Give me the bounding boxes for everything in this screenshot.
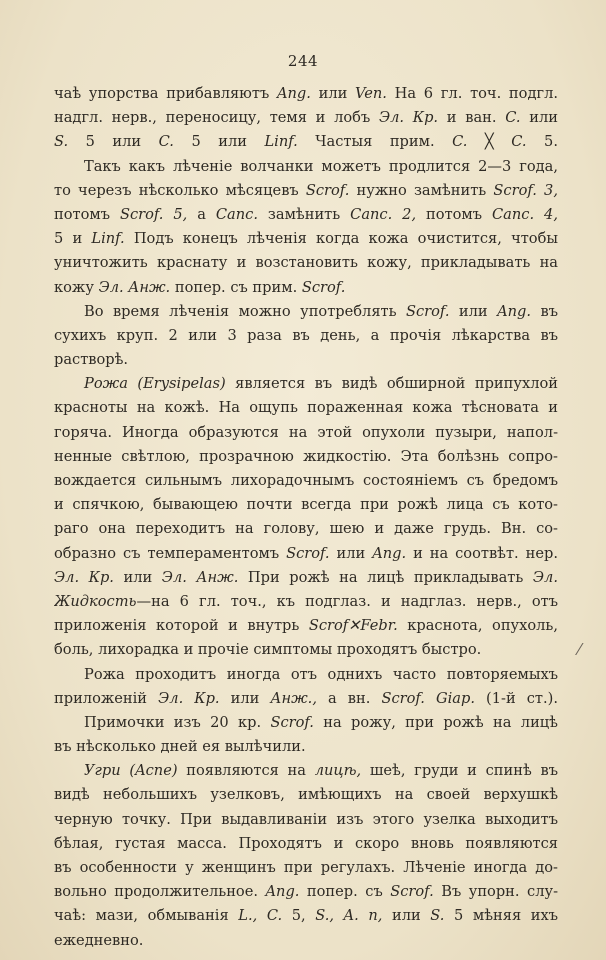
text-segment: нужно замѣнить	[349, 181, 494, 199]
text-line	[54, 711, 558, 735]
text-segment: или	[449, 302, 498, 320]
italic-text: C.	[505, 109, 521, 127]
text-segment: образно съ темпераментомъ	[54, 544, 287, 562]
text-segment: (1-й ст.).	[474, 689, 558, 707]
text-line	[54, 832, 558, 856]
text-segment: раго она переходитъ на голову, шею и даже грудь. Вн. со-	[54, 520, 558, 538]
text-segment: ненные свѣтлою, прозрачною жидкостію. Эта болѣзнь сопро-	[54, 447, 558, 465]
italic-text: L., C.	[238, 907, 283, 925]
text-segment: 5 и	[54, 230, 92, 248]
italic-text: Эл. Анж.	[161, 568, 239, 586]
text-line	[54, 396, 558, 420]
text-segment: растворѣ.	[54, 351, 129, 369]
text-segment: —на 6 гл. точ., къ подглаз. и надглаз. нерв., отъ	[136, 592, 558, 610]
text-line	[54, 517, 558, 541]
text-segment: ежедневно.	[54, 931, 144, 949]
text-line	[54, 106, 558, 130]
italic-text: Ang.	[276, 85, 311, 102]
text-segment: Частыя прим.	[297, 133, 453, 151]
text-segment: красноты на кожѣ. На ощупь пораженная кожа тѣсновата и	[54, 399, 558, 417]
text-segment: потомъ	[54, 205, 120, 223]
text-line	[54, 372, 558, 396]
text-line	[54, 348, 558, 372]
text-segment: или	[310, 85, 356, 102]
italic-text: Scrof.	[390, 883, 434, 901]
text-segment: 5 или	[173, 133, 265, 151]
text-line	[54, 324, 558, 348]
text-segment: 5.	[526, 133, 558, 151]
text-segment: а	[187, 205, 216, 223]
text-segment: шеѣ, груди и спинѣ въ	[361, 762, 558, 780]
italic-text: C.	[158, 133, 174, 151]
italic-text: Scrof.	[301, 278, 346, 296]
text-segment: въ нѣсколько дней ея вылѣчили.	[54, 738, 306, 756]
text-segment: Такъ какъ лѣченіе волчанки можетъ продлится 2—3 года,	[84, 157, 558, 175]
italic-text: Scrof. 3,	[493, 181, 558, 199]
text-segment: или	[329, 544, 373, 562]
italic-text: Scrof.	[286, 544, 330, 562]
text-line	[54, 276, 558, 300]
text-line	[54, 783, 558, 807]
text-segment: и ван.	[438, 109, 506, 127]
text-line	[54, 808, 558, 832]
text-segment: и на соотвѣт. нер.	[406, 544, 558, 562]
text-segment: Рожа проходитъ иногда отъ однихъ часто повторяемыхъ	[84, 665, 558, 683]
italic-text: Рожа (Erysipelas)	[84, 375, 226, 393]
text-segment: приложеній	[54, 689, 159, 707]
italic-text: C.	[452, 133, 468, 151]
text-line	[54, 929, 558, 953]
text-line	[54, 300, 558, 324]
italic-text: S., A. n,	[315, 907, 383, 925]
margin-mark: ⁄	[578, 640, 581, 659]
italic-text: S.	[430, 907, 445, 925]
text-segment: Во время лѣченія можно употреблять	[84, 302, 406, 320]
italic-text: Scrof. Giap.	[381, 689, 475, 707]
text-line	[54, 179, 558, 203]
text-segment: или	[219, 689, 271, 707]
text-segment: 5,	[282, 907, 316, 925]
text-segment: въ	[531, 302, 558, 320]
body-text	[54, 82, 558, 953]
italic-text: Scrof✕Febr.	[308, 617, 398, 635]
text-line	[54, 445, 558, 469]
text-segment: При рожѣ на лицѣ прикладывать	[238, 568, 533, 586]
text-line	[54, 203, 558, 227]
italic-text: Эл.	[532, 568, 558, 586]
text-segment: или	[520, 109, 558, 127]
text-line	[54, 735, 558, 759]
text-segment: въ особенности у женщинъ при регулахъ. Лѣченіе иногда до-	[54, 859, 558, 876]
italic-text: Ang.	[372, 544, 407, 562]
text-segment: бѣлая, густая масса. Проходятъ и скоро вновь появляются	[54, 834, 558, 852]
text-segment: горяча. Иногда образуются на этой опухоли пузыри, напол-	[54, 423, 558, 441]
italic-text: Эл. Кр.	[378, 109, 439, 127]
italic-text: Анж.,	[270, 689, 317, 707]
text-segment: замѣнить	[257, 205, 351, 223]
text-segment: 5 или	[68, 133, 159, 151]
italic-text: Эл. Кр.	[158, 689, 220, 707]
text-segment: Подъ конецъ лѣченія когда кожа очистится, чтобы	[124, 230, 558, 248]
text-line	[54, 251, 558, 275]
text-segment: кожу	[54, 278, 99, 296]
text-line	[54, 82, 558, 106]
text-segment: чаѣ: мази, обмыванія	[54, 907, 239, 925]
text-segment: краснота, опухоль,	[397, 617, 558, 635]
text-line	[54, 856, 558, 880]
text-segment: На 6 гл. точ. подгл.	[386, 85, 558, 102]
text-segment: или	[113, 568, 162, 586]
text-segment: а вн.	[316, 689, 382, 707]
text-segment: надгл. нерв., переносицу, темя и лобъ	[54, 109, 379, 127]
text-line	[54, 904, 558, 928]
text-line	[54, 155, 558, 179]
italic-text: Ang.	[265, 883, 300, 901]
text-segment: Въ упорн. слу-	[433, 883, 558, 901]
text-segment: вольно продолжительное.	[54, 883, 266, 901]
text-line	[54, 566, 558, 590]
text-segment: боль, лихорадка и прочіе симптомы проходятъ быстро.	[54, 641, 482, 659]
text-line	[54, 542, 558, 566]
text-segment: появляются на	[177, 762, 315, 780]
text-segment: уничтожить краснату и возстановить кожу, прикладывать на	[54, 254, 558, 272]
italic-text: Scrof.	[406, 302, 450, 320]
italic-text: Canc.	[215, 205, 258, 223]
page-number: 244	[287, 52, 319, 70]
text-segment: вождается сильнымъ лихорадочнымъ состояніемъ съ бредомъ	[54, 472, 558, 489]
text-segment: сухихъ круп. 2 или 3 раза въ день, а прочія лѣкарства въ	[54, 326, 558, 344]
text-line	[54, 421, 558, 445]
text-segment: является въ видѣ обширной припухлой	[225, 375, 558, 393]
text-segment: попер. съ	[299, 883, 391, 901]
text-segment: черную точку. При выдавливаніи изъ этого узелка выходитъ	[54, 810, 558, 828]
text-segment: потомъ	[416, 205, 493, 223]
italic-text: Ang.	[497, 302, 532, 320]
italic-text: Linf.	[264, 133, 298, 151]
text-segment: приложенія которой и внутрь	[54, 617, 309, 635]
text-segment: чаѣ упорства прибавляютъ	[54, 85, 277, 102]
text-segment: или	[382, 907, 431, 925]
text-line	[54, 638, 558, 662]
italic-text: Canc. 2,	[350, 205, 417, 223]
text-line	[54, 687, 558, 711]
text-segment: попер. съ прим.	[170, 278, 302, 296]
italic-text: Ven.	[355, 85, 387, 102]
italic-text: C.	[511, 133, 527, 151]
text-line	[54, 880, 558, 904]
text-segment: 5 мѣняя ихъ	[444, 907, 558, 925]
text-line	[54, 590, 558, 614]
text-line	[54, 759, 558, 783]
italic-text: Эл. Кр.	[54, 568, 114, 586]
text-segment: на рожу, при рожѣ на лицѣ	[313, 713, 558, 731]
italic-text: Scrof.	[270, 713, 314, 731]
italic-text: Canc. 4,	[492, 205, 558, 223]
text-line	[54, 663, 558, 687]
italic-text: Угри (Acne)	[84, 762, 178, 780]
text-line	[54, 130, 558, 154]
text-segment: и спячкою, бывающею почти всегда при рожѣ лица съ кото-	[54, 496, 558, 514]
text-line	[54, 469, 558, 493]
italic-text: Эл. Анж.	[98, 278, 171, 296]
italic-text: лицѣ,	[314, 762, 362, 780]
text-line	[54, 614, 558, 638]
italic-text: Жидкость	[54, 592, 137, 610]
text-segment: Примочки изъ 20 кр.	[84, 713, 271, 731]
italic-text: Linf.	[91, 230, 125, 248]
text-segment: ╳	[467, 133, 512, 151]
text-segment: видѣ небольшихъ узелковъ, имѣющихъ на своей верхушкѣ	[54, 786, 558, 804]
italic-text: Scrof. 5,	[119, 205, 188, 223]
text-segment: то черезъ нѣсколько мѣсяцевъ	[54, 181, 306, 199]
italic-text: S.	[54, 133, 69, 151]
text-line	[54, 493, 558, 517]
text-line	[54, 227, 558, 251]
italic-text: Scrof.	[305, 181, 350, 199]
